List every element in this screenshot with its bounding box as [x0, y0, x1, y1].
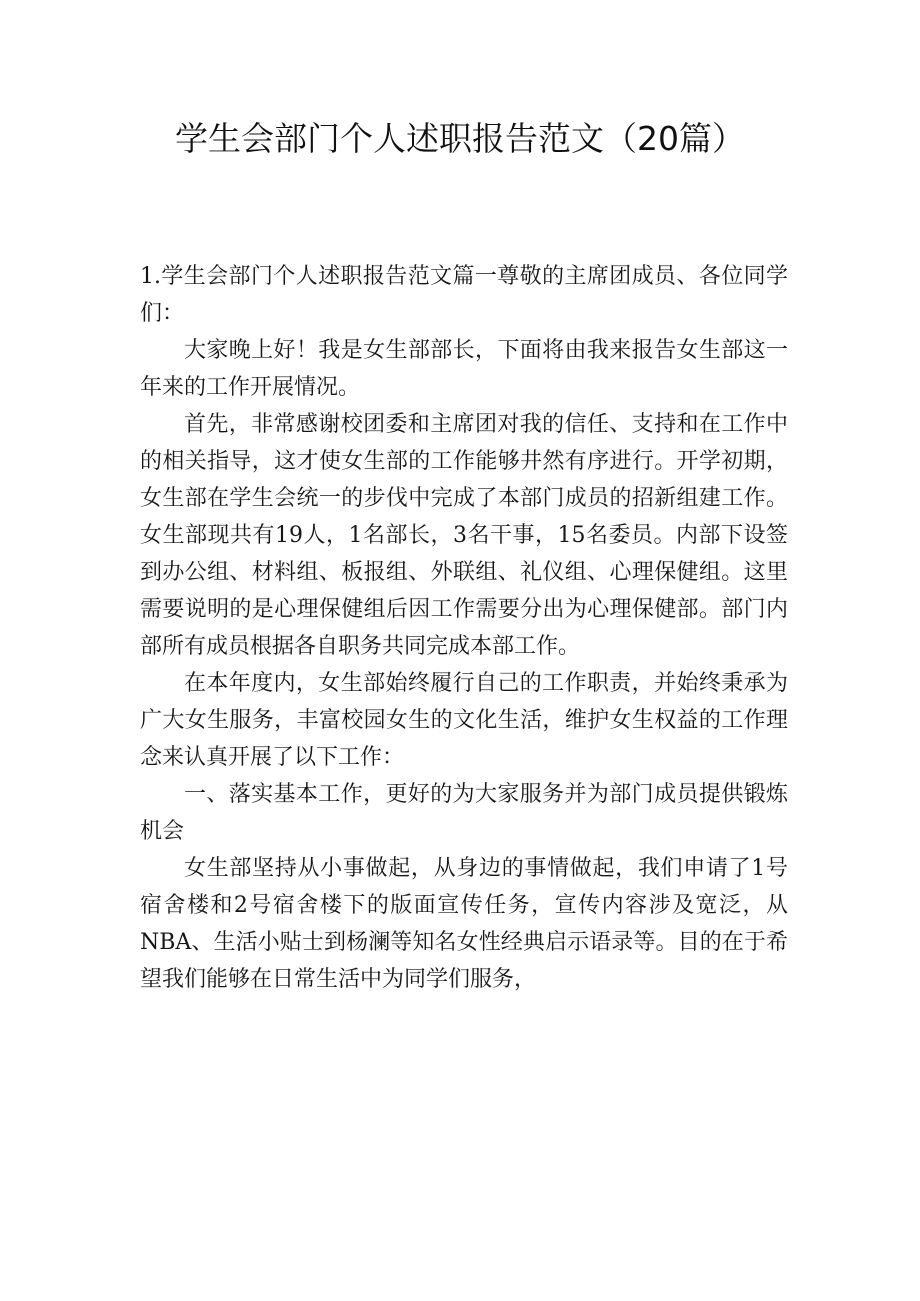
paragraph-work-intro: 在本年度内，女生部始终履行自己的工作职责，并始终秉承为广大女生服务，丰富校园女生的文化生活，维护女生权益的工作理念来认真开展了以下工作： — [140, 671, 788, 770]
paragraph-section-body: 女生部坚持从小事做起，从身边的事情做起，我们申请了1号宿舍楼和2号宿舍楼下的版面宣传任务，宣传内容涉及宽泛，从NBA、生活小贴士到杨澜等知名女性经典启示语录等。目的在于希望我们能够在日常生活中为同学们服务， — [140, 856, 788, 992]
paragraph-thanks: 首先，非常感谢校团委和主席团对我的信任、支持和在工作中的相关指导，这才使女生部的工作能够井然有序进行。开学初期，女生部在学生会统一的步伐中完成了本部门成员的招新组建工作。女生部现共有19人，1名部长，3名干事，15名委员。内部下设签到办公组、材料组、板报组、外联组、礼仪组、心理保健组。这里需要说明的是心理保健组后因工作需要分出为心理保健部。部门内部所有成员根据各自职务共同完成本部工作。 — [140, 412, 788, 659]
paragraph-opening: 大家晚上好！我是女生部部长，下面将由我来报告女生部这一年来的工作开展情况。 — [140, 338, 788, 400]
document-title: 学生会部门个人述职报告范文（20篇） — [175, 119, 745, 158]
paragraph-section-heading: 一、落实基本工作，更好的为大家服务并为部门成员提供锻炼机会 — [140, 782, 788, 844]
document-body — [140, 258, 788, 998]
paragraph-greeting: 1.学生会部门个人述职报告范文篇一尊敬的主席团成员、各位同学们： — [140, 264, 788, 326]
